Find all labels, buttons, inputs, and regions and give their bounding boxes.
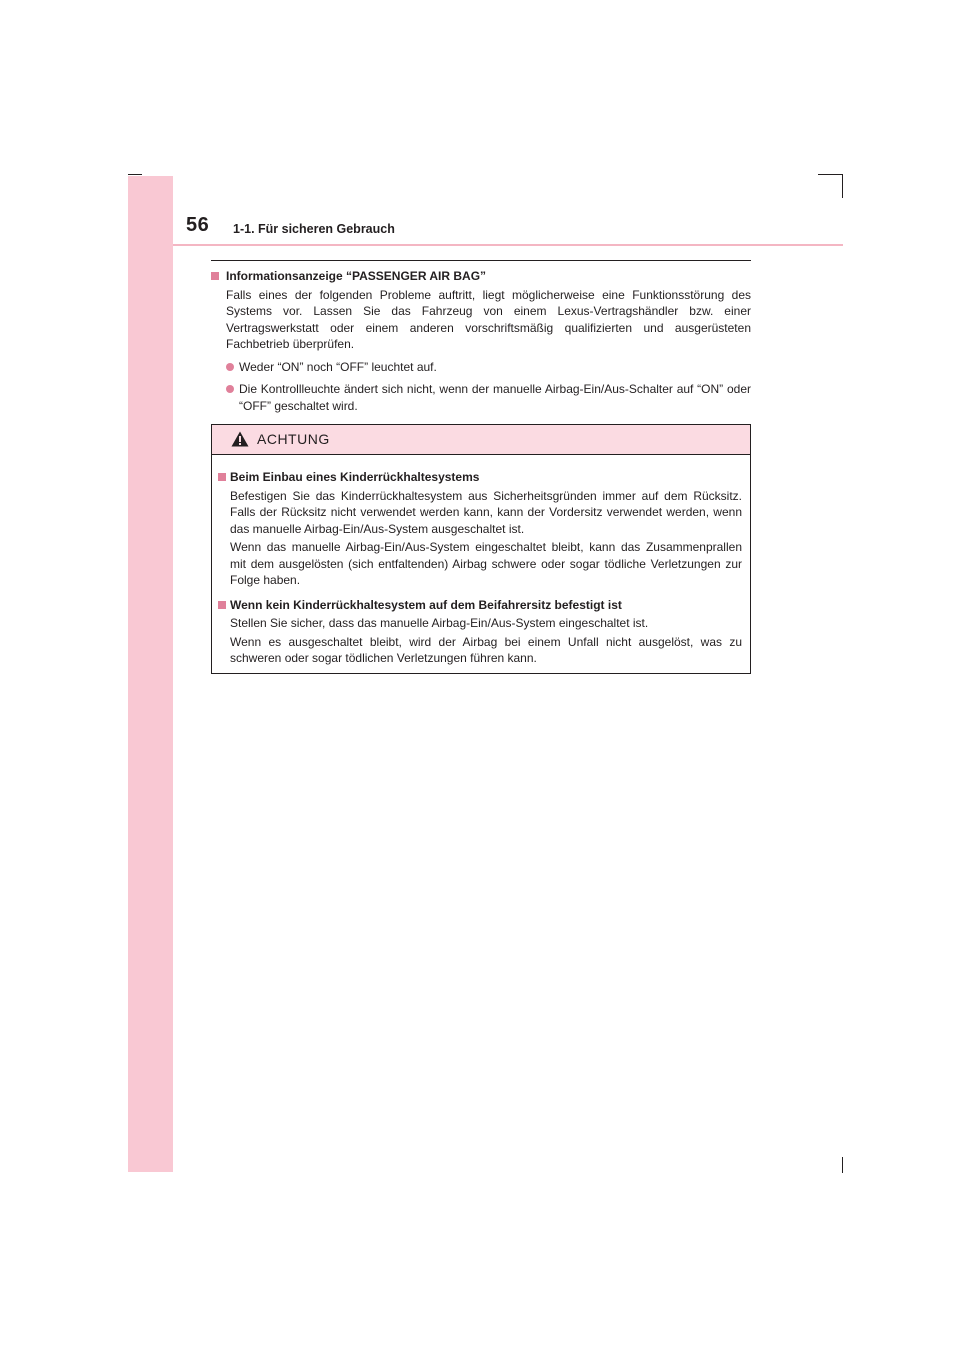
square-bullet-icon [218, 601, 226, 609]
list-item-text: Weder “ON” noch “OFF” leuchtet auf. [239, 359, 437, 374]
side-tab [128, 176, 173, 1172]
warning-box [211, 424, 751, 674]
crop-mark [128, 174, 142, 175]
header-rule [173, 244, 843, 246]
page-number: 56 [186, 214, 210, 236]
warning-heading [218, 469, 742, 486]
list-item-text: Die Kontrollleuchte ändert sich nicht, wenn der manuelle Airbag-Ein/Aus-Schalter auf “ON” oder “OFF” geschaltet wird. [239, 382, 751, 413]
info-heading [211, 268, 751, 285]
warning-paragraph: Befestigen Sie das Kinderrückhaltesystem aus Sicherheitsgründen immer auf dem Rücksitz. Falls der Rücksitz nicht verwendet werden kann, kann der Vordersitz verwendet werden, wenn das manuelle Airbag-Ein/Aus-System ausgeschaltet ist. [230, 488, 742, 536]
crop-mark [818, 174, 842, 175]
crop-mark [842, 1157, 843, 1173]
round-bullet-icon [226, 363, 234, 371]
warning-heading [218, 597, 742, 614]
square-bullet-icon [211, 272, 219, 280]
list-item [211, 359, 751, 376]
warning-paragraph: Wenn das manuelle Airbag-Ein/Aus-System eingeschaltet bleibt, kann das Zusammenprallen mit dem ausgelösten (sich entfaltenden) Airbag schwere oder sogar tödliche Verletzungen zur Folge haben. [230, 540, 742, 587]
warning-paragraph: Wenn es ausgeschaltet bleibt, wird der Airbag bei einem Unfall nicht ausgelöst, was zu schweren oder sogar tödlichen Verletzungen führen kann. [230, 634, 742, 665]
info-heading-text: Informationsanzeige “PASSENGER AIR BAG” [226, 269, 487, 283]
square-bullet-icon [218, 473, 226, 481]
warning-title: ACHTUNG [257, 431, 330, 447]
warning-triangle-icon [231, 431, 249, 447]
info-paragraph: Falls eines der folgenden Probleme auftritt, liegt möglicherweise eine Funktionsstörung des Systems vor. Lassen Sie das Fahrzeug von einem Lexus-Vertragshändler bzw. einer Vertragswerkstatt oder einem anderen vorschriftsmäßig qualifizierten und ausgerüsteten Fachbetrieb überprüfen. [226, 287, 751, 351]
warning-heading-text: Wenn kein Kinderrückhaltesystem auf dem Beifahrersitz befestigt ist [230, 597, 622, 612]
crop-mark [842, 174, 843, 198]
warning-paragraph: Stellen Sie sicher, dass das manuelle Airbag-Ein/Aus-System eingeschaltet ist. [230, 616, 649, 630]
list-item [211, 381, 751, 414]
info-section [211, 268, 751, 414]
warning-header [212, 425, 750, 455]
content-rule [211, 260, 751, 261]
warning-heading-text: Beim Einbau eines Kinderrückhaltesystems [230, 470, 480, 484]
section-title: 1-1. Für sicheren Gebrauch [233, 222, 395, 236]
round-bullet-icon [226, 385, 234, 393]
warning-body [212, 455, 750, 667]
